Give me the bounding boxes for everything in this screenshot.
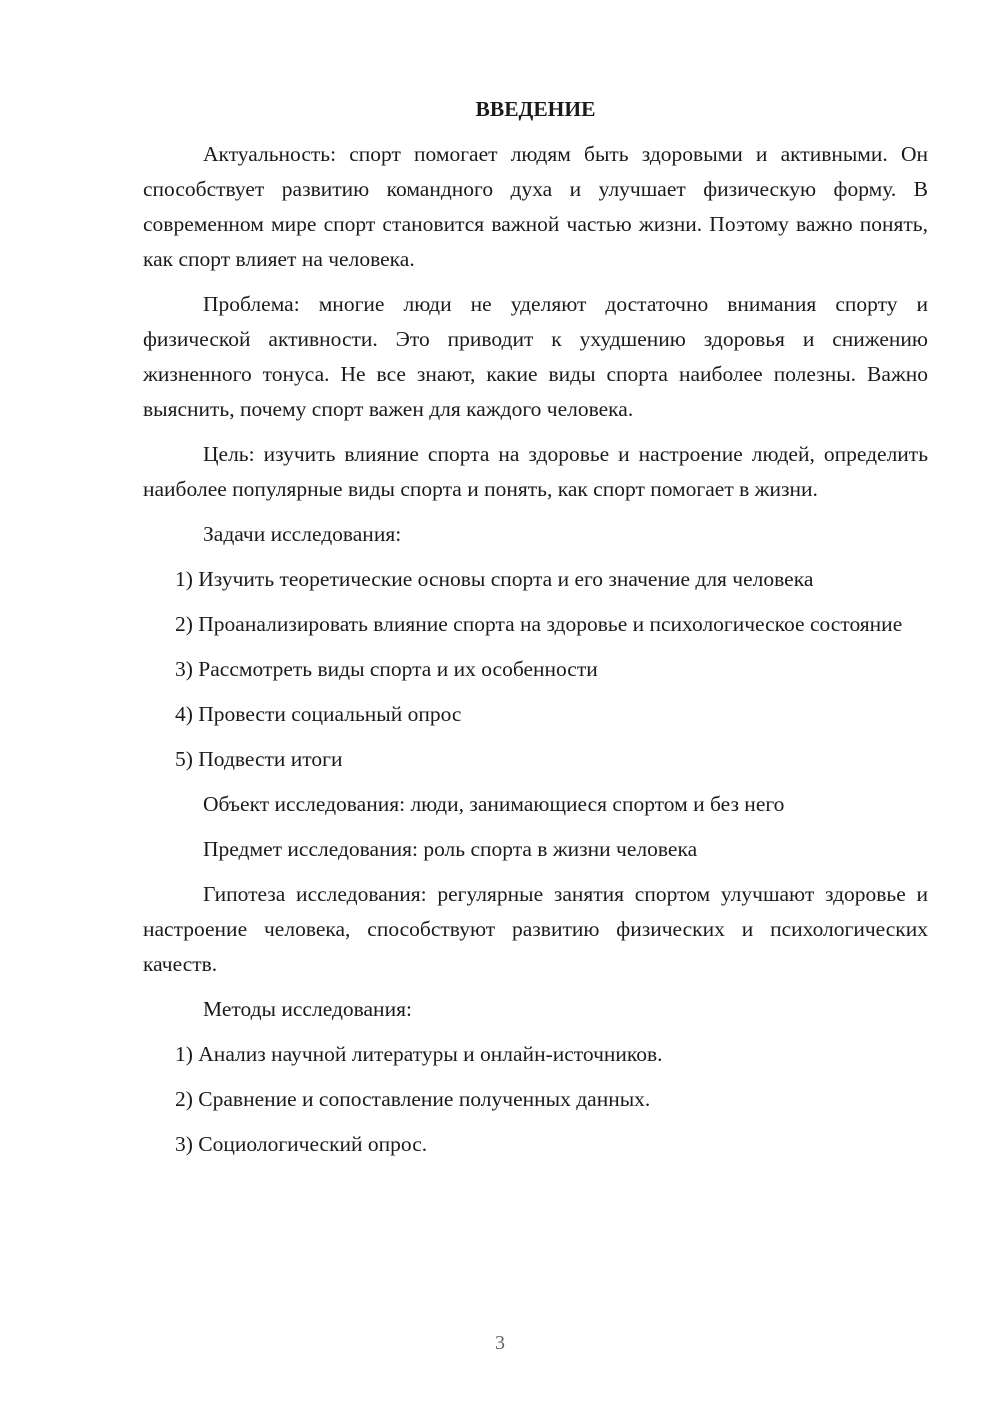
task-item-1: 1) Изучить теоретические основы спорта и его значение для человека xyxy=(175,567,814,591)
method-item-1: 1) Анализ научной литературы и онлайн-источников. xyxy=(175,1042,663,1066)
task-item-4: 4) Провести социальный опрос xyxy=(175,702,462,726)
methods-heading: Методы исследования: xyxy=(203,997,412,1021)
page-title: ВВЕДЕНИЕ xyxy=(475,97,596,121)
paragraph-object: Объект исследования: люди, занимающиеся спортом и без него xyxy=(203,792,785,816)
method-item-2: 2) Сравнение и сопоставление полученных данных. xyxy=(175,1087,651,1111)
paragraph-hypothesis: Гипотеза исследования: регулярные занятия спортом улучшают здоровье и настроение человека, способствуют развитию физических и психологических качеств. xyxy=(143,882,928,976)
method-item-3: 3) Социологический опрос. xyxy=(175,1132,428,1156)
page-content xyxy=(143,92,928,1172)
task-item-3: 3) Рассмотреть виды спорта и их особенности xyxy=(175,657,598,681)
task-item-5: 5) Подвести итоги xyxy=(175,747,343,771)
page-number: 3 xyxy=(495,1332,505,1354)
paragraph-relevance: Актуальность: спорт помогает людям быть здоровыми и активными. Он способствует развитию командного духа и улучшает физическую форму. В современном мире спорт становится важной частью жизни. Поэтому важно понять, как спорт влияет на человека. xyxy=(143,142,928,271)
tasks-heading: Задачи исследования: xyxy=(203,522,402,546)
paragraph-goal: Цель: изучить влияние спорта на здоровье и настроение людей, определить наиболее популярные виды спорта и понять, как спорт помогает в жизни. xyxy=(143,442,928,501)
paragraph-subject: Предмет исследования: роль спорта в жизни человека xyxy=(203,837,698,861)
paragraph-problem: Проблема: многие люди не уделяют достаточно внимания спорту и физической активности. Это приводит к ухудшению здоровья и снижению жизненного тонуса. Не все знают, какие виды спорта наиболее полезны. Важно выяснить, почему спорт важен для каждого человека. xyxy=(143,292,928,421)
task-item-2: 2) Проанализировать влияние спорта на здоровье и психологическое состояние xyxy=(175,612,903,636)
